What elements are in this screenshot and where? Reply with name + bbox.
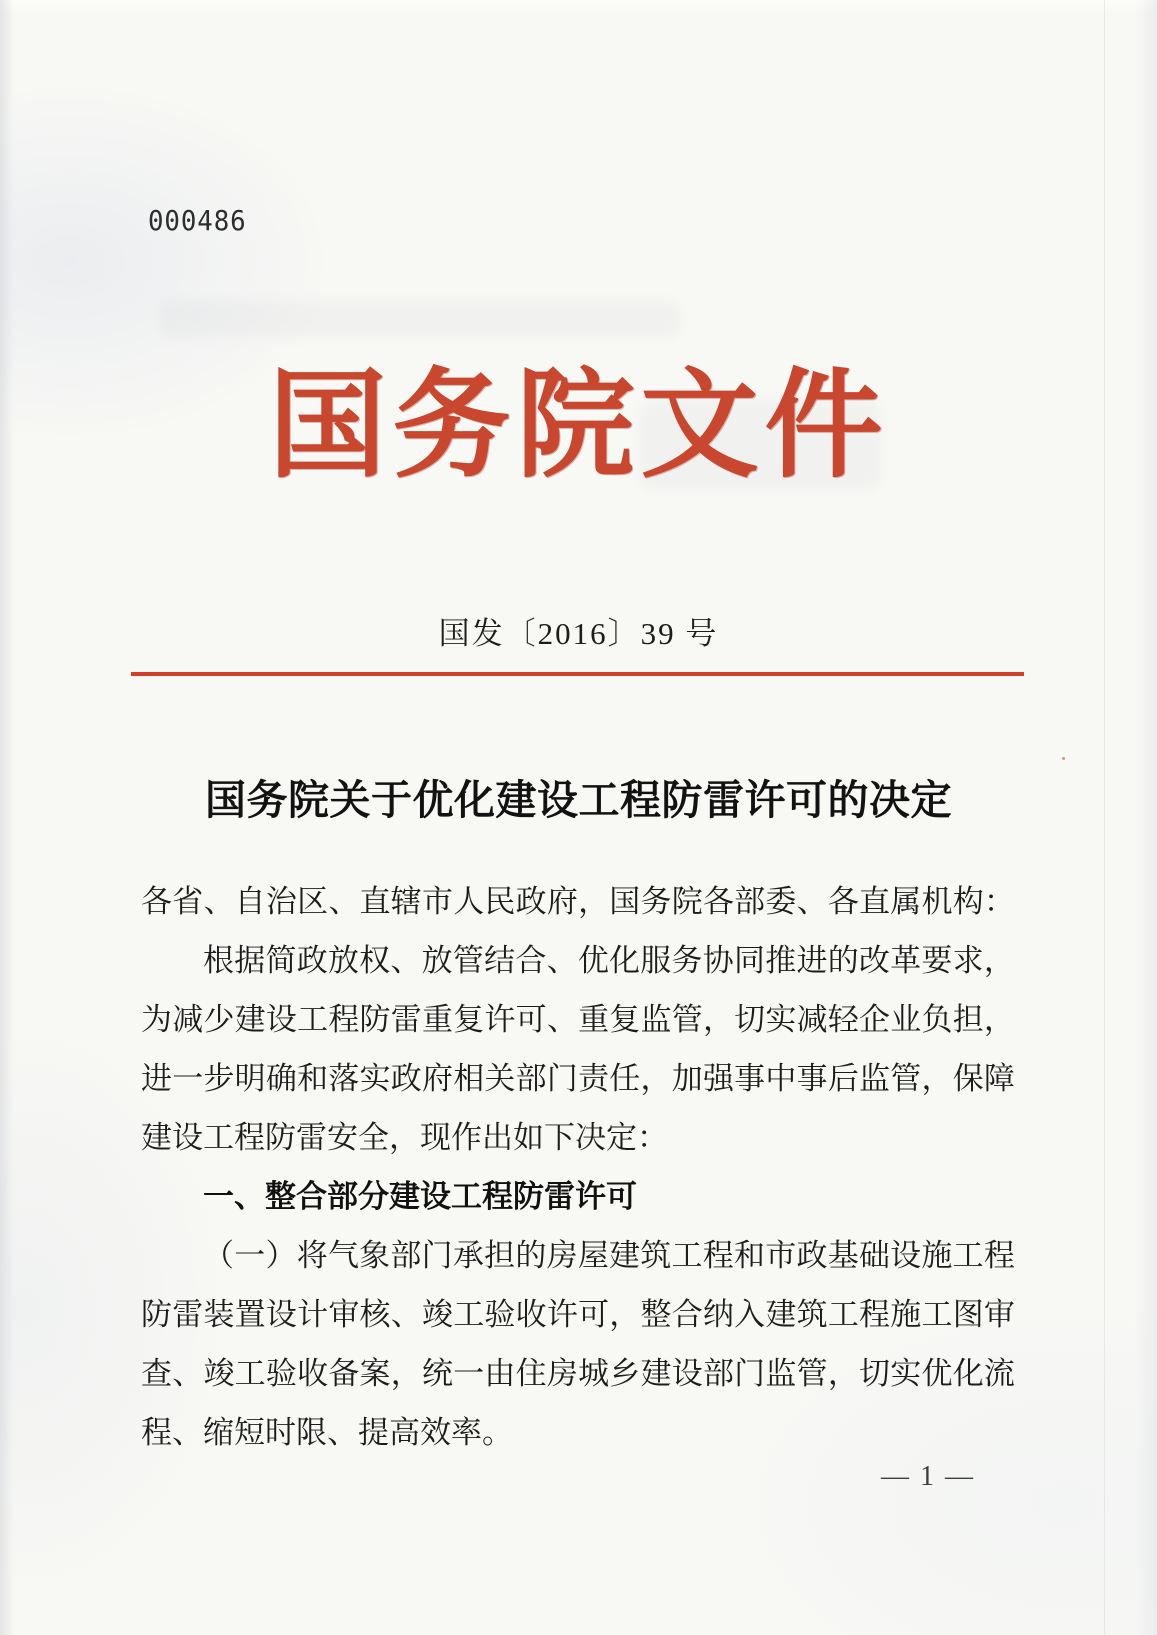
serial-number-stamp: 000486 — [148, 204, 247, 237]
body-line: 进 一 步 明 确 和 落 实 政 府 相 关 部 门 责 任 ， 加 强 事 中 事 后 监 管 ， 保 障 — [141, 1061, 1015, 1096]
letterhead-title: 国务院文件 — [268, 361, 889, 492]
scan-bleed-smudge — [160, 300, 680, 338]
document-body — [141, 872, 1015, 1462]
section-heading: 一、整合部分建设工程防雷许可 — [203, 1179, 637, 1214]
document-title: 国务院关于优化建设工程防雷许可的决定 — [205, 777, 952, 823]
page-number: — 1 — — [881, 1461, 975, 1492]
body-line: 为 减 少 建 设 工 程 防 雷 重 复 许 可 、 重 复 监 管 ， 切 实 减 轻 企 业 负 担 ， — [141, 1002, 1015, 1037]
body-line: 查 、 竣 工 验 收 备 案 ， 统 一 由 住 房 城 乡 建 设 部 门 监 管 ， 切 实 优 化 流 — [141, 1356, 1015, 1391]
body-line: 各 省 、 自 治 区 、 直 辖 市 人 民 政 府 ， 国 务 院 各 部 委 、 各 直 属 机 构 ： — [141, 884, 1015, 919]
scan-speck — [1062, 757, 1065, 760]
body-line: 根 据 简 政 放 权 、 放 管 结 合 、 优 化 服 务 协 同 推 进 的 改 革 要 求 ， — [203, 943, 1015, 978]
body-line: 建设工程防雷安全，现作出如下决定： — [141, 1120, 668, 1155]
body-line: 程、缩短时限、提高效率。 — [141, 1415, 513, 1450]
document-reference-number: 国发〔2016〕39 号 — [438, 616, 719, 651]
body-line: （ 一 ） 将 气 象 部 门 承 担 的 房 屋 建 筑 工 程 和 市 政 基 础 设 施 工 程 — [203, 1238, 1015, 1273]
body-line: 防 雷 装 置 设 计 审 核 、 竣 工 验 收 许 可 ， 整 合 纳 入 建 筑 工 程 施 工 图 审 — [141, 1297, 1015, 1332]
letterhead-divider — [131, 672, 1024, 676]
